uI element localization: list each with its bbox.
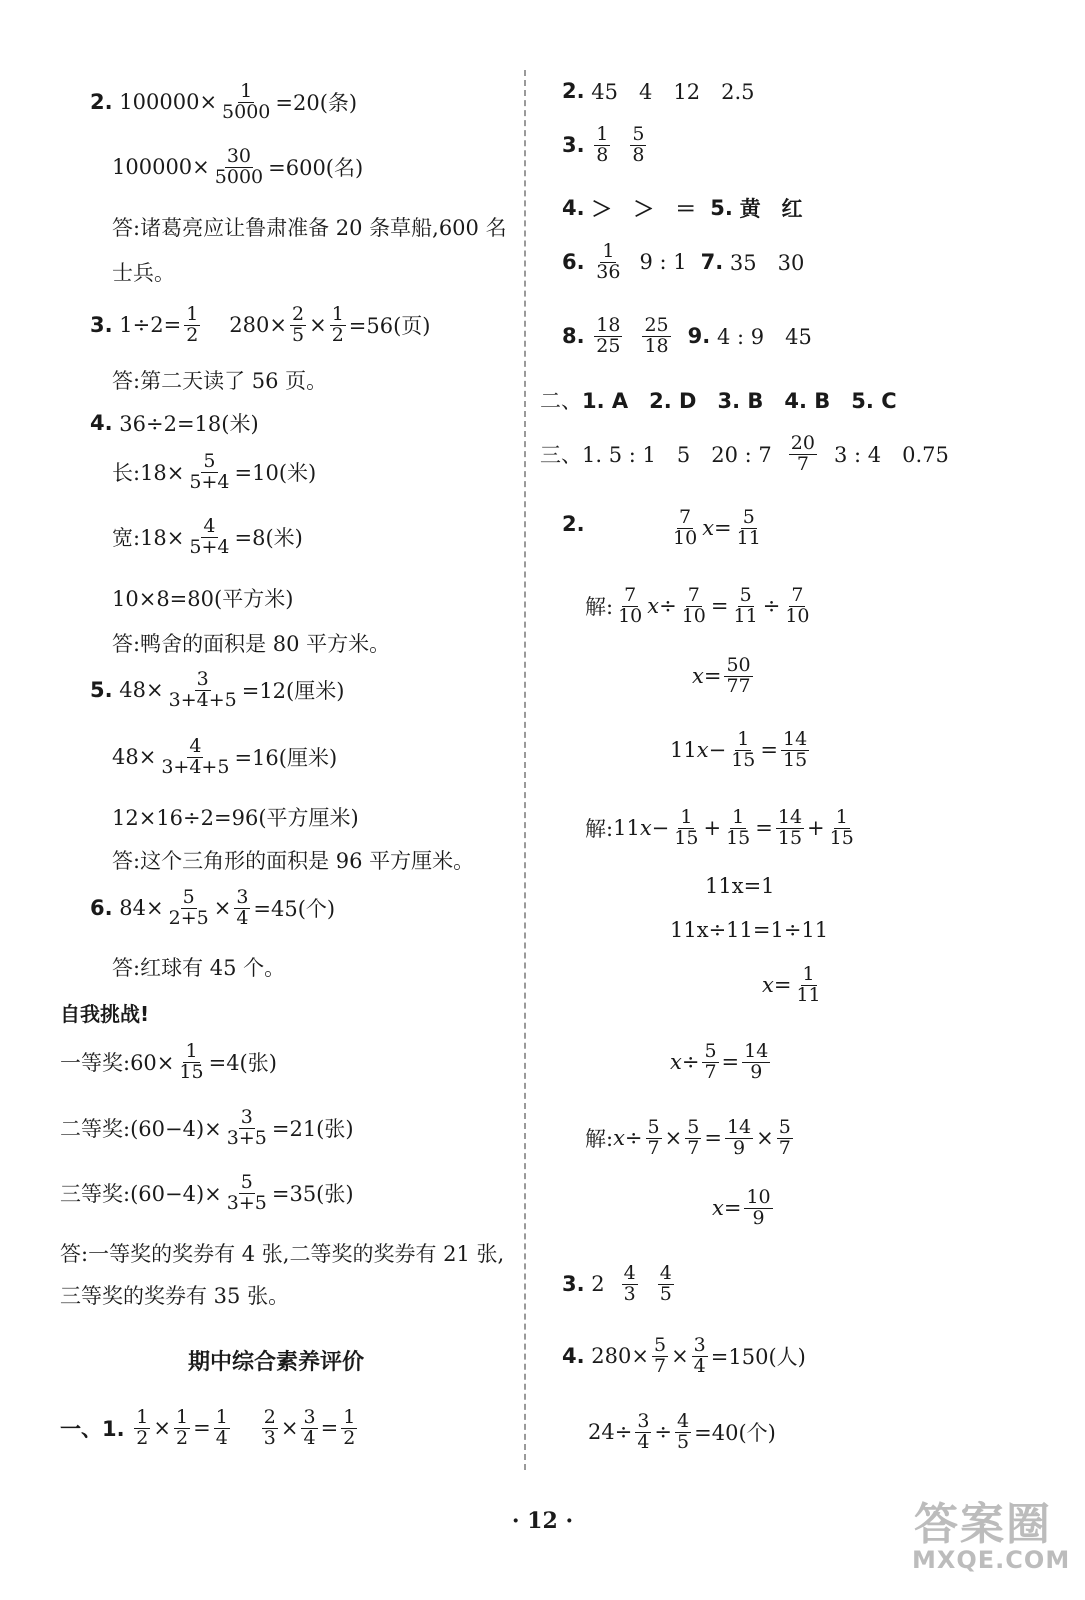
fraction: $\frac{5}{11}$ [736, 506, 761, 549]
challenge-second-prize: 二等奖:(60−4)× $\frac{3}{3+5}$ =21(张) [60, 1106, 354, 1149]
r3b-line: 3. 2 $\frac{4}{3}$ $\frac{4}{5}$ [562, 1262, 672, 1305]
challenge-answer: 答:一等奖的奖券有 4 张,二等奖的奖券有 21 张, [60, 1242, 505, 1266]
eq2-step4: 11x÷11=1÷11 [670, 918, 829, 942]
challenge-first-prize: 一等奖:60× $\frac{1}{15}$ =4(张) [60, 1040, 277, 1083]
right-column [540, 0, 1060, 1470]
fraction: $\frac{5}{7}$ [778, 1116, 791, 1159]
eq2-solve: 解: 11 x − $\frac{1}{15}$ + $\frac{1}{15}$ = $\frac{14}{15}$ + $\frac{1}{15}$ [585, 806, 854, 849]
q3-answer: 答:第二天读了 56 页。 [112, 369, 328, 393]
fraction: $\frac{1}{2}$ [331, 303, 344, 346]
fraction: $\frac{14}{15}$ [782, 728, 808, 771]
fraction: $\frac{1}{2}$ [175, 1406, 189, 1449]
fraction: $\frac{4}{5}$ [659, 1262, 672, 1305]
fraction: $\frac{1}{8}$ [596, 123, 609, 166]
fraction: $\frac{1}{15}$ [726, 806, 751, 849]
fraction: $\frac{7}{10}$ [785, 584, 810, 627]
eq3-statement: x ÷ $\frac{5}{7}$ = $\frac{14}{9}$ [670, 1040, 769, 1083]
fraction: $\frac{14}{9}$ [744, 1040, 769, 1083]
q5-line-a: 5. 48× $\frac{3}{3+4+5}$ =12(厘米) [90, 668, 345, 711]
left-column [60, 0, 510, 1470]
fraction: $\frac{1}{15}$ [674, 806, 699, 849]
q5-area: 12×16÷2=96(平方厘米) [112, 806, 359, 830]
fraction: $\frac{3}{4}$ [637, 1410, 650, 1453]
eq3-solve: 解: x ÷ $\frac{5}{7}$ × $\frac{5}{7}$ = $\frac{14}{9}$ × $\frac{5}{7}$ [585, 1116, 791, 1159]
q2-line-a: 2. 100000× $\frac{1}{5000}$ =20(条) [90, 80, 358, 123]
column-divider [524, 70, 526, 1470]
page-number: · 12 · [511, 1508, 574, 1534]
eq2-step3: 11x=1 [705, 874, 775, 898]
fraction: $\frac{2}{5}$ [291, 303, 305, 346]
fraction: $\frac{18}{25}$ [596, 314, 621, 357]
watermark-url: MXQE.COM [912, 1546, 1071, 1574]
fraction: $\frac{1}{2}$ [186, 303, 199, 346]
r8-line: 8. $\frac{18}{25}$ $\frac{25}{18}$ 9. 4 : 9 45 [562, 314, 812, 357]
q6-line: 6. 84× $\frac{5}{2+5}$ × $\frac{3}{4}$ =45(个) [90, 886, 336, 929]
section2-line: 二、 1. A 2. D 3. B 4. B 5. C [540, 389, 897, 413]
fraction: $\frac{5}{8}$ [632, 123, 645, 166]
fraction: $\frac{5}{3+5}$ [226, 1171, 267, 1214]
q5-answer: 答:这个三角形的面积是 96 平方厘米。 [112, 849, 475, 873]
q2-answer-cont: 士兵。 [112, 261, 175, 285]
r6-line: 6. $\frac{1}{36}$ 9 : 1 7. 35 30 [562, 240, 805, 283]
section3-line: 三、1. 5 : 1 5 20 : 7 $\frac{20}{7}$ 3 : 4 0.75 [540, 432, 949, 475]
fraction: $\frac{1}{15}$ [179, 1040, 204, 1083]
q2-answer: 答:诸葛亮应让鲁肃准备 20 条草船,600 名 [112, 216, 507, 240]
fraction: $\frac{1}{15}$ [731, 728, 756, 771]
q4-area: 10×8=80(平方米) [112, 587, 294, 611]
r2-line: 2. 45 4 12 2.5 [562, 79, 755, 104]
q4-line-a: 4. 36÷2=18(米) [90, 411, 259, 436]
q4-answer: 答:鸭舍的面积是 80 平方米。 [112, 632, 391, 656]
fraction: $\frac{1}{2}$ [343, 1406, 356, 1449]
fraction: $\frac{5}{11}$ [733, 584, 758, 627]
fraction: $\frac{4}{3+4+5}$ [161, 735, 230, 778]
challenge-answer-cont: 三等奖的奖券有 35 张。 [60, 1284, 290, 1308]
eq-number: 2. [562, 512, 585, 536]
eq1-result: x = $\frac{50}{77}$ [692, 654, 751, 697]
fraction: $\frac{5}{7}$ [647, 1116, 660, 1159]
fraction: $\frac{10}{9}$ [746, 1186, 771, 1229]
challenge-title: 自我挑战! [60, 1002, 150, 1026]
fraction: $\frac{3}{3+5}$ [226, 1106, 267, 1149]
fraction: $\frac{4}{5}$ [677, 1410, 690, 1453]
q4-width: 宽:18× $\frac{4}{5+4}$ =8(米) [112, 515, 303, 558]
fraction: $\frac{4}{3}$ [623, 1262, 636, 1305]
fraction: $\frac{50}{77}$ [726, 654, 751, 697]
q6-answer: 答:红球有 45 个。 [112, 956, 286, 980]
fraction: $\frac{3}{3+4+5}$ [168, 668, 237, 711]
fraction: $\frac{25}{18}$ [644, 314, 669, 357]
fraction: $\frac{20}{7}$ [790, 432, 815, 475]
fraction: $\frac{30}{5000}$ [214, 145, 264, 188]
eq2-result: x = $\frac{1}{11}$ [762, 963, 821, 1006]
s1-line: 一、1. $\frac{1}{2}$ × $\frac{1}{2}$ = $\frac{1}{4}$ $\frac{2}{3}$ × $\frac{3}{4}$ = $\frac{1}{2}$ [60, 1406, 356, 1449]
eq3-result: x = $\frac{10}{9}$ [712, 1186, 771, 1229]
fraction: $\frac{7}{10}$ [618, 584, 643, 627]
q5-line-b: 48× $\frac{4}{3+4+5}$ =16(厘米) [112, 735, 338, 778]
fraction: $\frac{14}{15}$ [777, 806, 803, 849]
q3-line: 3. 1÷2= $\frac{1}{2}$ 280× $\frac{2}{5}$ × $\frac{1}{2}$ =56(页) [90, 303, 431, 346]
q4-length: 长:18× $\frac{5}{5+4}$ =10(米) [112, 450, 317, 493]
fraction: $\frac{1}{2}$ [136, 1406, 149, 1449]
fraction: $\frac{7}{10}$ [681, 584, 706, 627]
r4b-line-a: 4. 280× $\frac{5}{7}$ × $\frac{3}{4}$ =150(人) [562, 1334, 806, 1377]
watermark-logo [908, 1488, 1071, 1588]
r3-line: 3. $\frac{1}{8}$ $\frac{5}{8}$ [562, 123, 645, 166]
watermark-text: 答案圈 [914, 1499, 1052, 1550]
r4b-line-b: 24÷ $\frac{3}{4}$ ÷ $\frac{4}{5}$ =40(个) [588, 1410, 776, 1453]
fraction: $\frac{1}{4}$ [215, 1406, 228, 1449]
fraction: $\frac{5}{7}$ [653, 1334, 667, 1377]
fraction: $\frac{3}{4}$ [693, 1334, 706, 1377]
fraction: $\frac{5}{5+4}$ [189, 450, 230, 493]
fraction: $\frac{1}{5000}$ [222, 80, 271, 123]
fraction: $\frac{5}{2+5}$ [168, 886, 209, 929]
fraction: $\frac{1}{15}$ [829, 806, 854, 849]
fraction: $\frac{2}{3}$ [263, 1406, 276, 1449]
fraction: $\frac{14}{9}$ [726, 1116, 752, 1159]
r4-line: 4. ＞ ＞ ＝ 5. 黄 红 [562, 196, 803, 221]
fraction: $\frac{5}{7}$ [704, 1040, 717, 1083]
section-title: 期中综合素养评价 [188, 1350, 365, 1375]
fraction: $\frac{7}{10}$ [673, 506, 698, 549]
eq1-solve: 解: $\frac{7}{10}$ x ÷ $\frac{7}{10}$ = $\frac{5}{11}$ ÷ $\frac{7}{10}$ [585, 584, 810, 627]
q2-line-b: 100000× $\frac{30}{5000}$ =600(名) [112, 145, 364, 188]
fraction: $\frac{4}{5+4}$ [189, 515, 230, 558]
fraction: $\frac{5}{7}$ [687, 1116, 700, 1159]
eq2-statement: 11 x − $\frac{1}{15}$ = $\frac{14}{15}$ [670, 728, 808, 771]
fraction: $\frac{3}{4}$ [303, 1406, 316, 1449]
challenge-third-prize: 三等奖:(60−4)× $\frac{5}{3+5}$ =35(张) [60, 1171, 354, 1214]
fraction: $\frac{1}{36}$ [596, 240, 621, 283]
fraction: $\frac{3}{4}$ [236, 886, 249, 929]
eq1-statement: $\frac{7}{10}$ x = $\frac{5}{11}$ [673, 506, 761, 549]
fraction: $\frac{1}{11}$ [796, 963, 821, 1006]
